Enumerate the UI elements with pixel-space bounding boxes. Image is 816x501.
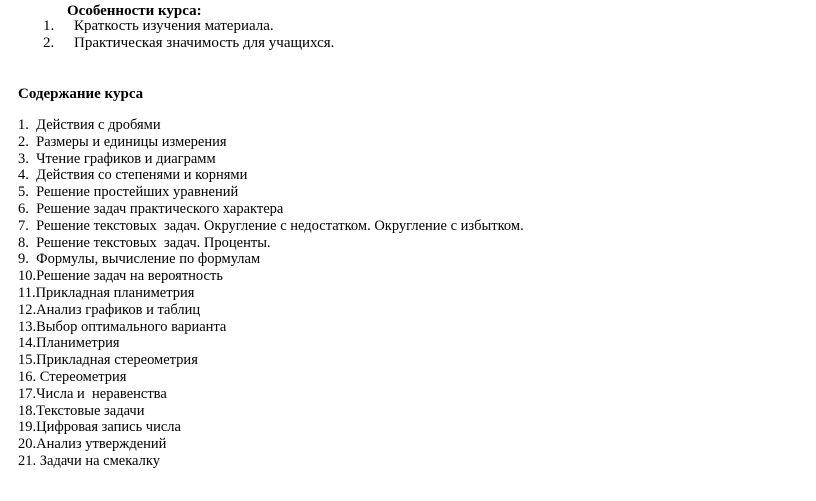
- course-topic-item: 5. Решение простейших уравнений: [18, 184, 239, 201]
- course-contents-list: [18, 117, 524, 470]
- course-topic-item: 19.Цифровая запись числа: [18, 419, 181, 436]
- course-topic-item: 9. Формулы, вычисление по формулам: [18, 251, 261, 268]
- list-number: 1.: [43, 18, 55, 34]
- course-topic-item: 7. Решение текстовых задач. Округление с недостатком. Округление с избытком.: [18, 217, 524, 234]
- course-topic-item: 6. Решение задач практического характера: [18, 200, 284, 217]
- course-topic-item: 1. Действия с дробями: [18, 117, 161, 133]
- course-topic-item: 15.Прикладная стереометрия: [18, 352, 198, 369]
- course-topic-item: 3. Чтение графиков и диаграмм: [18, 150, 216, 167]
- course-topic-item: 18.Текстовые задачи: [18, 402, 145, 419]
- features-list-item: [43, 18, 334, 35]
- list-number: 2.: [43, 35, 55, 51]
- course-topic-item: 8. Решение текстовых задач. Проценты.: [18, 234, 271, 251]
- content-heading: Содержание курса: [18, 86, 144, 102]
- course-topic-item: 2. Размеры и единицы измерения: [18, 133, 227, 150]
- features-list: [43, 18, 334, 52]
- course-topic-item: 13.Выбор оптимального варианта: [18, 318, 227, 335]
- course-topic-item: 10.Решение задач на вероятность: [18, 268, 223, 285]
- course-topic-item: 4. Действия со степенями и корнями: [18, 167, 248, 184]
- features-list-item: [43, 35, 334, 52]
- course-topic-item: 16. Стереометрия: [18, 368, 127, 385]
- course-topic-item: 20.Анализ утверждений: [18, 436, 167, 453]
- features-heading: Особенности курса:: [67, 3, 202, 19]
- course-topic-item: 12.Анализ графиков и таблиц: [18, 301, 201, 318]
- course-topic-item: 17.Числа и неравенства: [18, 385, 167, 402]
- list-text: Краткость изучения материала.: [74, 18, 274, 34]
- course-topic-item: 21. Задачи на смекалку: [18, 452, 160, 469]
- course-topic-item: 11.Прикладная планиметрия: [18, 284, 195, 301]
- course-topic-item: 14.Планиметрия: [18, 335, 120, 352]
- list-text: Практическая значимость для учащихся.: [74, 35, 335, 51]
